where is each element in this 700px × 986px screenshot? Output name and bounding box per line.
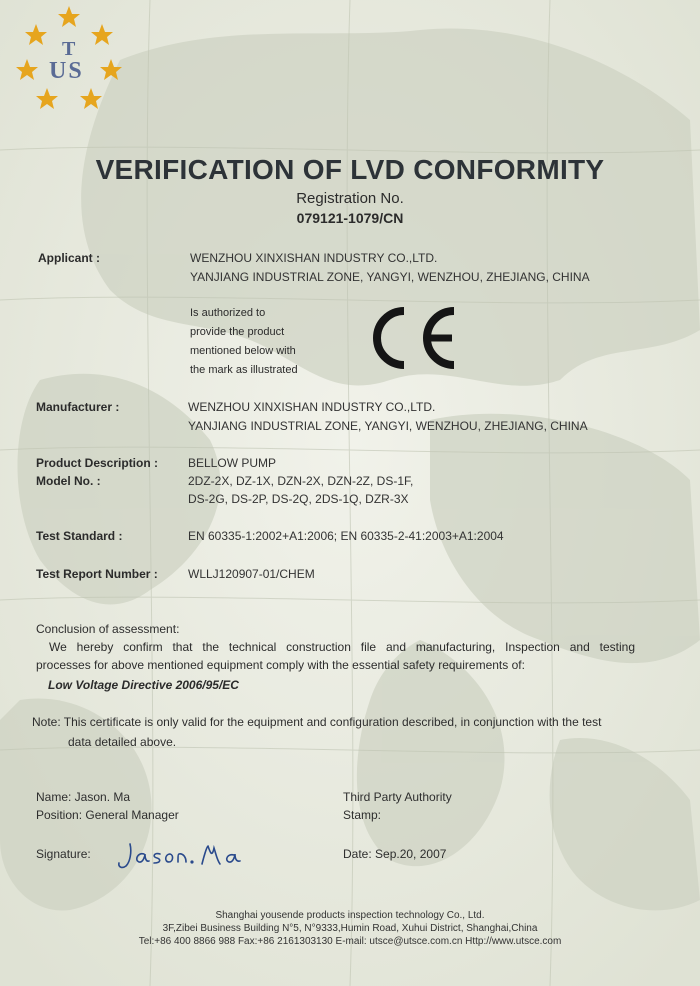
applicant-label: Applicant : xyxy=(38,251,100,265)
applicant-address: YANJIANG INDUSTRIAL ZONE, YANGYI, WENZHOU, ZHEJIANG, CHINA xyxy=(190,270,590,284)
authorization-line-1: Is authorized to xyxy=(190,307,266,319)
authorization-line-3: mentioned below with xyxy=(190,345,296,357)
model-number-label: Model No. : xyxy=(36,474,101,488)
authorization-line-4: the mark as illustrated xyxy=(190,364,298,376)
footer-contact: Tel:+86 400 8866 988 Fax:+86 2161303130 E-mail: utsce@utsce.com.cn Http://www.utsce.com xyxy=(138,936,562,947)
logo-letters-us: US xyxy=(49,58,84,84)
conclusion-heading: Conclusion of assessment: xyxy=(36,622,180,636)
test-report-value: WLLJ120907-01/CHEM xyxy=(188,567,315,581)
ce-mark-icon xyxy=(360,303,460,373)
model-number-line-1: 2DZ-2X, DZ-1X, DZN-2X, DZN-2Z, DS-1F, xyxy=(188,474,414,488)
registration-number: 079121-1079/CN xyxy=(296,210,404,226)
authorization-line-2: provide the product xyxy=(190,326,285,338)
issue-date: Date: Sep.20, 2007 xyxy=(343,847,447,861)
manufacturer-address: YANJIANG INDUSTRIAL ZONE, YANGYI, WENZHOU, ZHEJIANG, CHINA xyxy=(188,419,588,433)
signatory-name: Name: Jason. Ma xyxy=(36,790,131,804)
note-line-1: Note: This certificate is only valid for the equipment and configuration described, in conjunction with the test xyxy=(32,715,602,729)
test-standard-value: EN 60335-1:2002+A1:2006; EN 60335-2-41:2003+A1:2004 xyxy=(188,529,504,543)
test-standard-label: Test Standard : xyxy=(36,529,123,543)
signatory-position: Position: General Manager xyxy=(36,808,179,822)
handwritten-signature xyxy=(116,838,246,874)
product-description-label: Product Description : xyxy=(36,456,159,470)
conclusion-line-1: We hereby confirm that the technical construction file and manufacturing, Inspection and testing xyxy=(49,640,635,654)
tus-logo xyxy=(14,4,124,112)
test-report-label: Test Report Number : xyxy=(36,567,158,581)
logo-letter-t: T xyxy=(62,38,76,60)
registration-label: Registration No. xyxy=(296,190,404,207)
signature-label: Signature: xyxy=(36,847,91,861)
stamp-label: Stamp: xyxy=(343,808,382,822)
certificate-title: VERIFICATION OF LVD CONFORMITY xyxy=(95,154,605,185)
applicant-name: WENZHOU XINXISHAN INDUSTRY CO.,LTD. xyxy=(190,251,438,265)
directive-name: Low Voltage Directive 2006/95/EC xyxy=(48,678,239,692)
manufacturer-name: WENZHOU XINXISHAN INDUSTRY CO.,LTD. xyxy=(188,400,436,414)
product-description-value: BELLOW PUMP xyxy=(188,456,277,470)
manufacturer-label: Manufacturer : xyxy=(36,400,120,414)
model-number-line-2: DS-2G, DS-2P, DS-2Q, 2DS-1Q, DZR-3X xyxy=(188,492,409,506)
footer-address: 3F,Zibei Business Building N°5, N°9333,Humin Road, Xuhui District, Shanghai,China xyxy=(162,923,538,934)
conclusion-line-2: processes for above mentioned equipment comply with the essential safety requirements of: xyxy=(36,658,525,672)
third-party-authority: Third Party Authority xyxy=(343,790,452,804)
footer-company: Shanghai yousende products inspection technology Co., Ltd. xyxy=(215,910,485,921)
note-line-2: data detailed above. xyxy=(68,735,177,749)
